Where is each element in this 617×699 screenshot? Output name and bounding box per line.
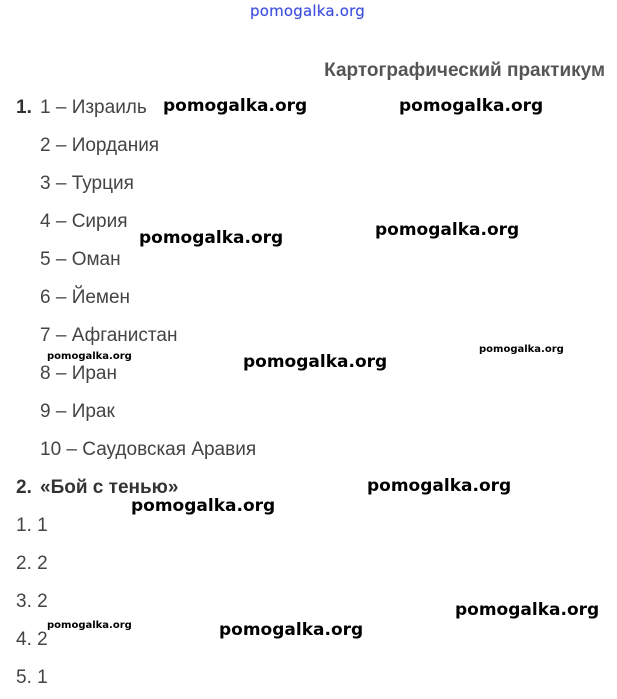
- list-item: 4 – Сирия: [40, 211, 128, 232]
- watermark: pomogalka.org: [455, 600, 600, 620]
- answer-item: 2. 2: [16, 553, 48, 574]
- watermark: pomogalka.org: [219, 620, 364, 640]
- watermark: pomogalka.org: [367, 476, 512, 496]
- answer-item: 3. 2: [16, 591, 48, 612]
- watermark: pomogalka.org: [47, 620, 132, 631]
- list-item: 9 – Ирак: [40, 401, 115, 422]
- watermark: pomogalka.org: [139, 228, 284, 248]
- site-header-watermark: pomogalka.org: [250, 2, 365, 20]
- list-item: 5 – Оман: [40, 249, 121, 270]
- list-item: 3 – Турция: [40, 173, 134, 194]
- answer-item: 1. 1: [16, 515, 48, 536]
- task2-number: 2.: [16, 477, 32, 498]
- watermark: pomogalka.org: [131, 496, 276, 516]
- watermark: pomogalka.org: [479, 344, 564, 355]
- answer-item: 4. 2: [16, 629, 48, 650]
- watermark: pomogalka.org: [163, 96, 308, 116]
- list-item: 10 – Саудовская Аравия: [40, 439, 257, 460]
- watermark: pomogalka.org: [243, 352, 388, 372]
- watermark: pomogalka.org: [375, 220, 520, 240]
- list-item: 7 – Афганистан: [40, 325, 178, 346]
- list-item: 6 – Йемен: [40, 287, 131, 308]
- watermark: pomogalka.org: [47, 351, 132, 362]
- watermark: pomogalka.org: [399, 96, 544, 116]
- task2-title: «Бой с тенью»: [40, 477, 179, 498]
- answer-item: 5. 1: [16, 667, 48, 688]
- section-title: Картографический практикум: [324, 60, 605, 81]
- task1-number: 1.: [16, 97, 32, 118]
- list-item: 1 – Израиль: [40, 97, 147, 118]
- list-item: 8 – Иран: [40, 363, 117, 384]
- list-item: 2 – Иордания: [40, 135, 160, 156]
